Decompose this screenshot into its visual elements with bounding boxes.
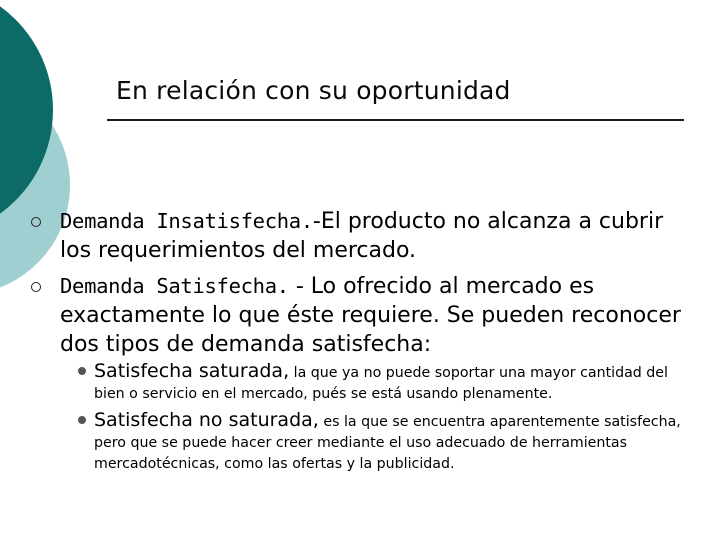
bullet-heading: Demanda Satisfecha.: [60, 274, 289, 298]
subbullet-satisfecha-saturada: [94, 361, 694, 405]
bullet-demanda-insatisfecha: [60, 207, 700, 265]
bullet-demanda-satisfecha: [60, 272, 700, 359]
title-underline: [107, 119, 684, 121]
subbullet-heading: Satisfecha no saturada,: [94, 409, 319, 431]
subbullet-satisfecha-no-saturada: [94, 410, 694, 475]
filled-circle-bullet-icon: [78, 416, 86, 424]
subbullet-heading: Satisfecha saturada,: [94, 360, 290, 382]
filled-circle-bullet-icon: [78, 367, 86, 375]
subbullet-text: es la que se encuentra aparentemente satisfecha, pero que se puede hacer creer mediante el uso adecuado de herramientas mercadotécnicas, como las ofertas y la publicidad.: [94, 414, 681, 472]
bullet-text: -El producto no alcanza a cubrir los requerimientos del mercado.: [60, 209, 664, 263]
slide-title: En relación con su oportunidad: [116, 76, 511, 105]
bullet-text: - Lo ofrecido al mercado es exactamente lo que éste requiere. Se pueden reconocer dos tipos de demanda satisfecha:: [60, 274, 681, 357]
hollow-circle-bullet-icon: [31, 282, 41, 292]
subbullet-text: la que ya no puede soportar una mayor cantidad del bien o servicio en el mercado, pués se está usando plenamente.: [94, 365, 668, 402]
hollow-circle-bullet-icon: [31, 217, 41, 227]
bullet-heading: Demanda Insatisfecha.: [60, 209, 313, 233]
